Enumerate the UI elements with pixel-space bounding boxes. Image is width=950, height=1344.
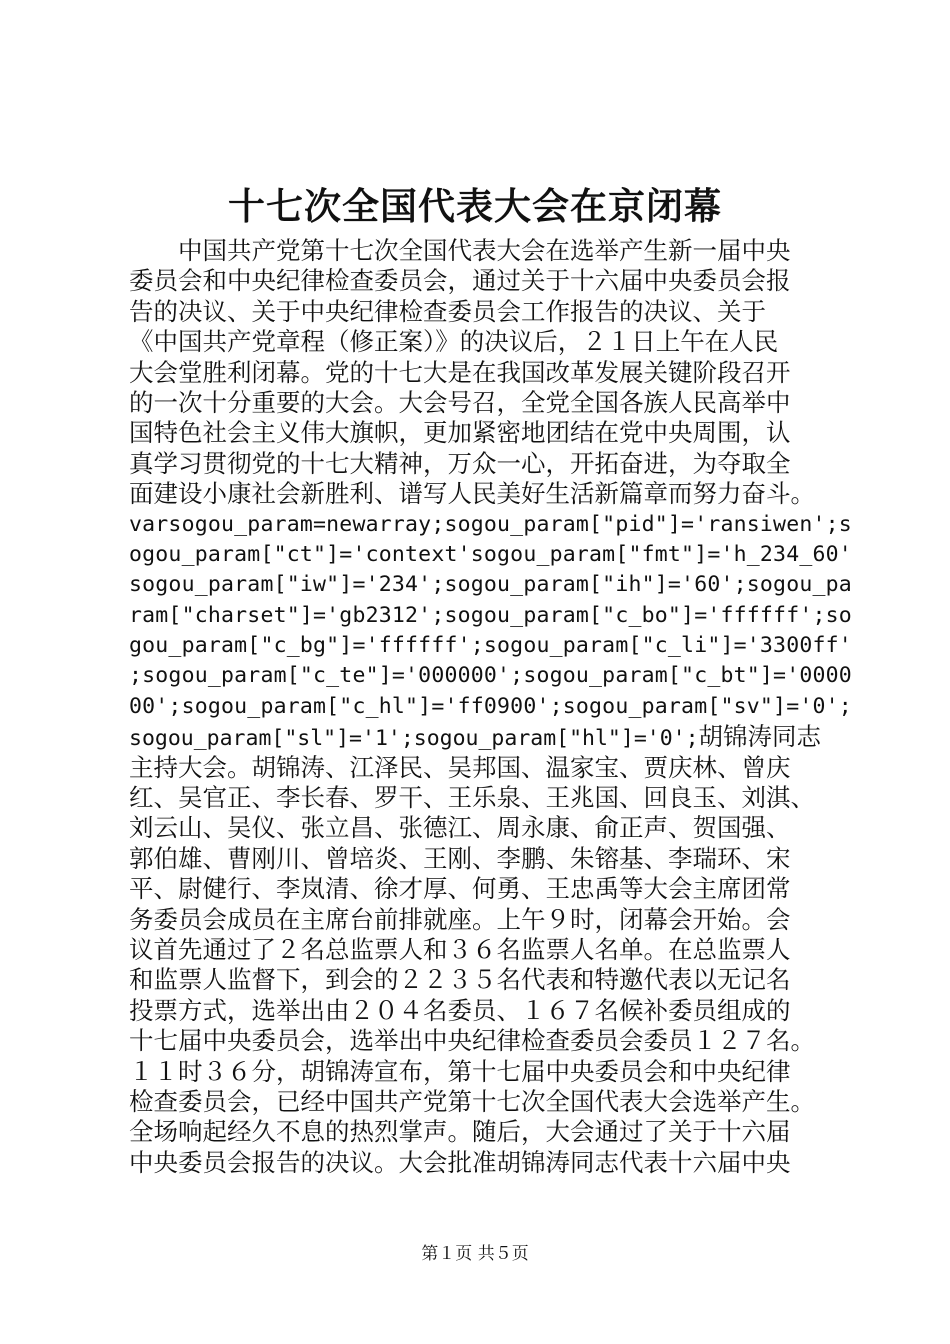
code-line: 00';sogou_param["c_hl"]='ff0900';sogou_param["sv"]='0'; [129,693,852,719]
code-line: ogou_param["ct"]='context'sogou_param["fmt"]='h_234_60' [129,541,852,567]
body-line: 务委员会成员在主席台前排就座。上午９时，闭幕会开始。会 [129,904,791,934]
body-line: 的一次十分重要的大会。大会号召，全党全国各族人民高举中 [129,387,791,417]
body-line: 郭伯雄、曹刚川、曾培炎、王刚、李鹏、朱镕基、李瑞环、宋 [129,843,791,873]
code-fragment: sogou_param["sl"]='1';sogou_param["hl"]='0'; [129,726,699,752]
body-line: 《中国共产党章程（修正案）》的决议后，２１日上午在人民 [129,327,779,357]
body-line: 红、吴官正、李长春、罗干、王乐泉、王兆国、回良玉、刘淇、 [129,783,815,813]
document-body [129,236,852,1178]
body-line: 大会堂胜利闭幕。党的十七大是在我国改革发展关键阶段召开 [129,357,791,387]
body-line: 投票方式，选举出由２０４名委员、１６７名候补委员组成的 [129,995,791,1025]
code-line: ;sogou_param["c_te"]='000000';sogou_param["c_bt"]='0000 [129,663,852,689]
body-line: 议首先通过了２名总监票人和３６名监票人名单。在总监票人 [129,934,791,964]
body-line: 中国共产党第十七次全国代表大会在选举产生新一届中央 [129,236,791,265]
code-line: ram["charset"]='gb2312';sogou_param["c_bo"]='ffffff';so [129,602,852,628]
document-title: 十七次全国代表大会在京闭幕 [228,184,722,228]
body-line: 委员会和中央纪律检查委员会，通过关于十六届中央委员会报 [129,266,791,296]
body-line: 和监票人监督下，到会的２２３５名代表和特邀代表以无记名 [129,965,791,995]
body-line: 真学习贯彻党的十七大精神，万众一心，开拓奋进，为夺取全 [129,448,791,478]
body-line: 检查委员会，已经中国共产党第十七次全国代表大会选举产生。 [129,1086,815,1116]
body-fragment: 胡锦涛同志 [698,722,822,752]
body-line: 平、尉健行、李岚清、徐才厚、何勇、王忠禹等大会主席团常 [129,874,791,904]
page-footer: 第１页 共５页 [421,1244,529,1264]
body-line: 主持大会。胡锦涛、江泽民、吴邦国、温家宝、贾庆林、曾庆 [129,752,791,782]
body-line: 国特色社会主义伟大旗帜，更加紧密地团结在党中央周围，认 [129,418,791,448]
body-line: 全场响起经久不息的热烈掌声。随后，大会通过了关于十六届 [129,1117,791,1147]
code-line: varsogou_param=newarray;sogou_param["pid"]='ransiwen';s [129,511,852,537]
body-line: 面建设小康社会新胜利、谱写人民美好生活新篇章而努力奋斗。 [129,479,815,509]
body-line: 中央委员会报告的决议。大会批准胡锦涛同志代表十六届中央 [129,1147,791,1177]
mixed-line [129,722,831,752]
body-line: 刘云山、吴仪、张立昌、张德江、周永康、俞正声、贺国强、 [129,813,791,843]
body-line: 告的决议、关于中央纪律检查委员会工作报告的决议、关于 [129,296,766,326]
code-line: gou_param["c_bg"]='ffffff';sogou_param["c_li"]='3300ff' [129,633,852,659]
body-line: 十七届中央委员会，选举出中央纪律检查委员会委员１２７名。 [129,1026,815,1056]
code-line: sogou_param["iw"]='234';sogou_param["ih"]='60';sogou_pa [129,572,852,598]
body-line: １１时３６分，胡锦涛宣布，第十七届中央委员会和中央纪律 [129,1056,791,1086]
